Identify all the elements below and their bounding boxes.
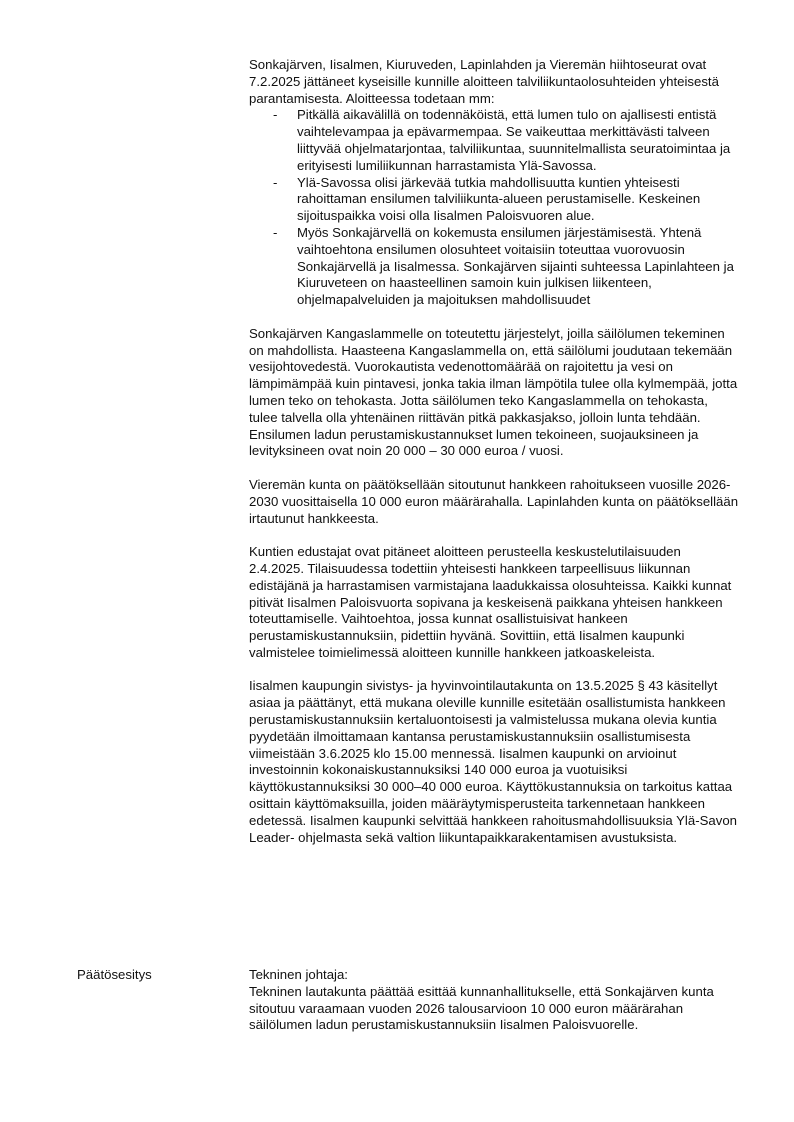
dash-bullet: - — [273, 107, 278, 123]
list-item — [249, 225, 739, 309]
intro-paragraph: Sonkajärven, Iisalmen, Kiuruveden, Lapinlahden ja Vieremän hiihtoseurat ovat 7.2.2025 jättäneet kyseisille kunnille aloitteen talviliikuntaolosuhteiden yhteisestä parantamisesta. Aloitteessa todetaan mm: — [249, 57, 719, 106]
dash-bullet: - — [273, 174, 278, 190]
decision-text: Tekninen lautakunta päättää esittää kunnanhallitukselle, että Sonkajärven kunta sitoutuu varaamaan vuoden 2026 talousarvioon 10 000 euron määrärahan säilölumen ladun perustamiskustannuksiin Iisalmen Paloisvuorelle. — [249, 983, 714, 1033]
decision-role: Tekninen johtaja: — [249, 967, 348, 982]
list-item — [249, 107, 739, 174]
case-description — [249, 57, 739, 846]
dash-bullet: - — [273, 224, 278, 240]
paragraph-kangaslampi: Sonkajärven Kangaslammelle on toteutettu järjestelyt, joilla säilölumen tekeminen on mahdollista. Haasteena Kangaslammella on, että säilölumi joudutaan tekemään vesijohtovedestä. Vuorokautista vedenottomäärää on rajoitettu ja vesi on lämpimämpää kuin pintavesi, jonka takia ilman lämpötila tulee olla kylmempää, jotta lumen teko on tehokasta. Jotta säilölumen teko Kangaslammella on tehokasta, tulee talvella olla yhtenäinen riittävän pitkä pakkasjakso, jolloin lunta tehdään. Ensilumen ladun perustamiskustannukset lumen tekoineen, suojauksineen ja levityksineen ovat noin 20 000 – 30 000 euroa / vuosi. — [249, 325, 738, 459]
list-item — [249, 175, 739, 225]
list-item-text: Myös Sonkajärvellä on kokemusta ensilumen järjestämisestä. Yhtenä vaihtoehtona ensilumen olosuhteet voitaisiin toteuttaa vuorovuosin Sonkajärvellä ja Iisalmessa. Sonkajärven sijainti suhteessa Lapinlahteen ja Kiuruveteen on haasteellinen samoin kuin julkisen liikenteen, ohjelmapalveluiden ja majoituksen mahdollisuudet — [297, 224, 734, 308]
paragraph-meeting: Kuntien edustajat ovat pitäneet aloitteen perusteella keskustelutilaisuuden 2.4.2025. Tilaisuudessa todettiin yhteisesti hankkeen tarpeellisuus liikunnan edistäjänä ja harrastamisen varmistajana laadukkaissa olosuhteissa. Kaikki kunnat pitivät Iisalmen Paloisvuorta sopivana ja keskeisenä paikkana yhteisen hankkeen toteuttamiselle. Vaihtoehtoa, jossa kunnat osallistuisivat hankeen perustamiskustannuksiin, pidettiin hyvänä. Sovittiin, että Iisalmen kaupunki valmistelee toimielimessä aloitteen kunnille hankkeen jatkoaskeleista. — [249, 544, 732, 660]
initiative-points-list — [249, 107, 739, 309]
paragraph-iisalmi: Iisalmen kaupungin sivistys- ja hyvinvointilautakunta on 13.5.2025 § 43 käsitellyt asiaa ja päättänyt, että mukana oleville kunnille esitetään osallistumista hankkeen perustamiskustannuksiin kertaluontoisesti ja valmistelussa mukana olevia kuntia pyydetään ilmoittamaan kantansa perustamiskustannuksiin osallistumisesta viimeistään 3.6.2025 klo 15.00 mennessä. Iisalmen kaupunki on arvioinut investoinnin kokonaiskustannuksiksi 140 000 euroa ja vuotuisiksi käyttökustannuksiksi 30 000–40 000 euroa. Käyttökustannuksia on tarkoitus kattaa osittain käyttömaksuilla, joiden määräytymisperusteita tarkennetaan hankkeen edetessä. Iisalmen kaupunki selvittää hankkeen rahoitusmahdollisuuksia Ylä-Savon Leader- ohjelmasta sekä valtion liikuntapaikkarakentamisen avustuksista. — [249, 678, 737, 845]
paragraph-vierema: Vieremän kunta on päätöksellään sitoutunut hankkeen rahoitukseen vuosille 2026-2030 vuosittaisella 10 000 euron määrärahalla. Lapinlahden kunta on päätöksellään irtautunut hankkeesta. — [249, 476, 739, 526]
decision-proposal-label: Päätösesitys — [77, 967, 152, 982]
decision-proposal — [249, 967, 739, 1034]
list-item-text: Ylä-Savossa olisi järkevää tutkia mahdollisuutta kuntien yhteisesti rahoittaman ensilumen talviliikunta-alueen perustamiselle. Keskeinen sijoituspaikka voisi olla Iisalmen Paloisvuoren alue. — [297, 174, 701, 224]
list-item-text: Pitkällä aikavälillä on todennäköistä, että lumen tulo on ajallisesti entistä vaihtelevampaa ja epävarmempaa. Se vaikeuttaa merkittävästi talveen liittyvää ohjelmatarjontaa, talviliikuntaa, suunnitelmallista seuratoimintaa ja erityisesti lumiliikunnan harrastamista Ylä-Savossa. — [297, 107, 731, 173]
